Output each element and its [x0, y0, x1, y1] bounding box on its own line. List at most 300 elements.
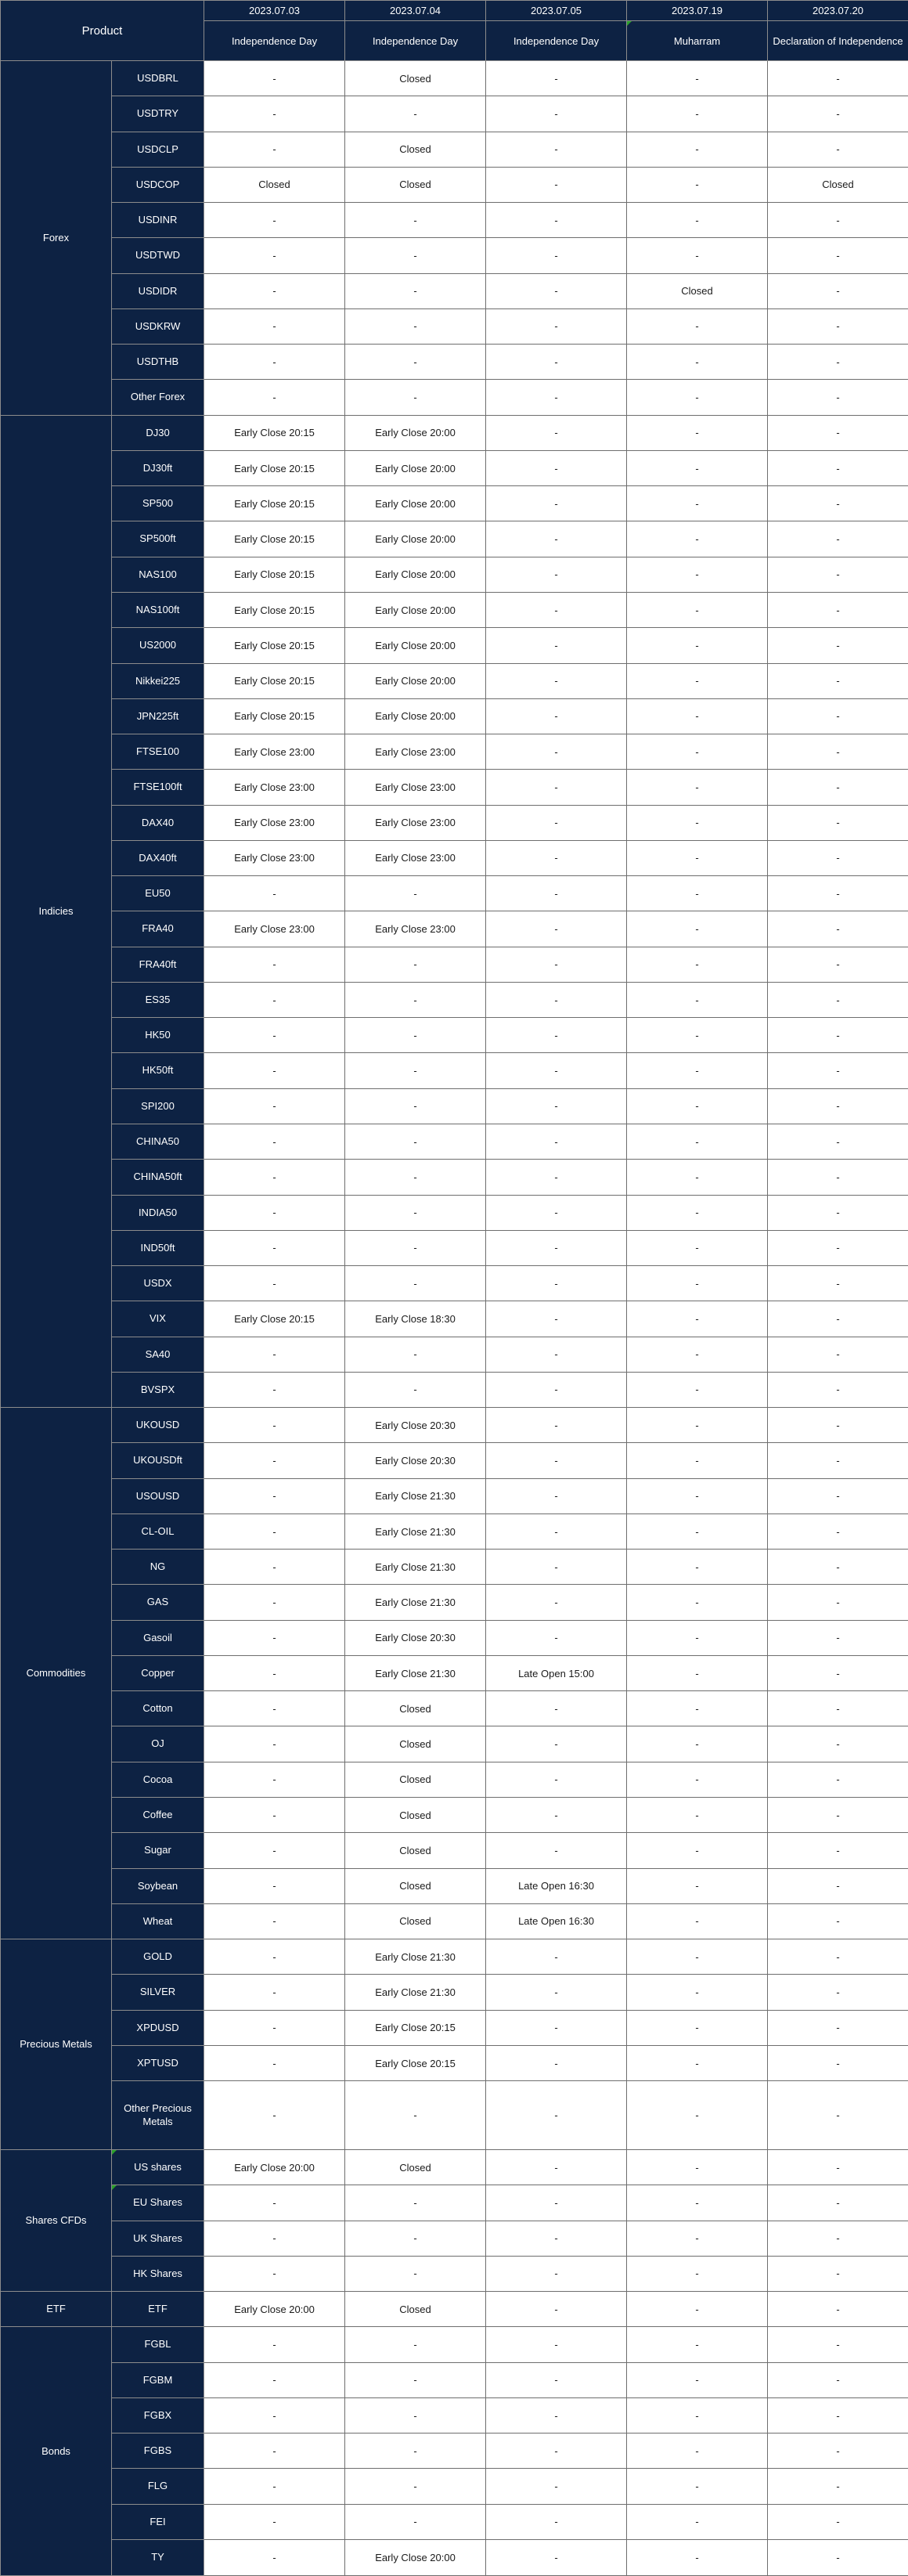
value-cell: - [627, 2185, 768, 2221]
value-cell: - [627, 947, 768, 982]
value-cell: - [768, 698, 908, 734]
product-cell: HK50 [112, 1018, 204, 1053]
value-cell: - [627, 1585, 768, 1620]
value-cell: - [627, 2081, 768, 2150]
value-cell: - [204, 876, 345, 911]
value-cell: - [768, 1550, 908, 1585]
value-cell: - [486, 911, 627, 947]
product-cell: Sugar [112, 1833, 204, 1868]
product-cell: ETF [112, 2292, 204, 2327]
table-row [1, 1726, 908, 1762]
product-cell: TY [112, 2539, 204, 2575]
value-cell: - [627, 1266, 768, 1301]
value-cell: - [627, 1975, 768, 2010]
table-row [1, 1478, 908, 1513]
table-row [1, 345, 908, 380]
value-cell: - [486, 1478, 627, 1513]
value-cell: Early Close 20:15 [204, 592, 345, 627]
category-cell: Precious Metals [1, 1939, 112, 2150]
table-row [1, 628, 908, 663]
value-cell: - [486, 592, 627, 627]
value-cell: - [486, 1585, 627, 1620]
value-cell: Early Close 20:15 [204, 628, 345, 663]
value-cell: - [486, 1266, 627, 1301]
table-row [1, 415, 908, 450]
value-cell: - [627, 2150, 768, 2185]
value-cell: - [627, 1939, 768, 1975]
value-cell: Early Close 20:30 [345, 1620, 486, 1655]
table-row [1, 1124, 908, 1159]
table-row [1, 96, 908, 132]
table-row [1, 380, 908, 415]
product-cell: DAX40 [112, 805, 204, 840]
value-cell: - [627, 1726, 768, 1762]
value-cell: - [345, 1124, 486, 1159]
value-cell: Closed [345, 1833, 486, 1868]
value-cell: - [627, 1443, 768, 1478]
value-cell: Early Close 20:15 [204, 1301, 345, 1337]
value-cell: - [486, 273, 627, 308]
value-cell: - [768, 1478, 908, 1513]
value-cell: - [345, 1053, 486, 1088]
category-cell: ETF [1, 2292, 112, 2327]
value-cell: - [627, 982, 768, 1017]
value-cell: Late Open 16:30 [486, 1868, 627, 1903]
product-cell: USDCOP [112, 167, 204, 202]
value-cell: - [204, 1550, 345, 1585]
value-cell: - [486, 132, 627, 167]
table-row [1, 1691, 908, 1726]
value-cell: - [627, 1372, 768, 1407]
value-cell: - [768, 2469, 908, 2504]
value-cell: - [345, 380, 486, 415]
value-cell: - [627, 1868, 768, 1903]
product-cell: ES35 [112, 982, 204, 1017]
category-cell: Commodities [1, 1408, 112, 1939]
product-cell: CL-OIL [112, 1513, 204, 1549]
value-cell: - [627, 2504, 768, 2539]
value-cell: - [768, 2185, 908, 2221]
value-cell: Early Close 20:15 [345, 2010, 486, 2045]
value-cell: - [768, 61, 908, 96]
value-cell: - [486, 2539, 627, 2575]
value-cell: - [204, 1903, 345, 1939]
value-cell: - [768, 450, 908, 485]
value-cell: - [486, 2292, 627, 2327]
value-cell: - [627, 2221, 768, 2256]
value-cell: - [768, 415, 908, 450]
value-cell: - [768, 2150, 908, 2185]
table-row [1, 1372, 908, 1407]
product-cell: USOUSD [112, 1478, 204, 1513]
value-cell: - [486, 96, 627, 132]
value-cell: Early Close 20:00 [345, 521, 486, 557]
value-cell: Closed [204, 167, 345, 202]
product-cell: FGBS [112, 2433, 204, 2469]
product-cell: USDCLP [112, 132, 204, 167]
table-row [1, 2185, 908, 2221]
value-cell: - [345, 2327, 486, 2362]
value-cell: - [204, 238, 345, 273]
table-row [1, 698, 908, 734]
value-cell: Closed [345, 61, 486, 96]
value-cell: - [345, 2362, 486, 2397]
value-cell: - [768, 876, 908, 911]
value-cell: Early Close 23:00 [204, 911, 345, 947]
value-cell: Closed [768, 167, 908, 202]
value-cell: - [486, 2185, 627, 2221]
product-cell: IND50ft [112, 1230, 204, 1265]
value-cell: - [627, 628, 768, 663]
value-cell: Early Close 20:30 [345, 1443, 486, 1478]
value-cell: - [204, 1833, 345, 1868]
value-cell: - [627, 1230, 768, 1265]
value-cell: - [768, 345, 908, 380]
value-cell: - [486, 1160, 627, 1195]
table-row [1, 2010, 908, 2045]
value-cell: Late Open 15:00 [486, 1655, 627, 1690]
holiday-header: Declaration of Independence [768, 21, 908, 61]
value-cell: - [627, 167, 768, 202]
value-cell: - [627, 1762, 768, 1797]
value-cell: - [204, 2433, 345, 2469]
table-row [1, 273, 908, 308]
value-cell: Early Close 21:30 [345, 1585, 486, 1620]
table-row [1, 1018, 908, 1053]
table-row [1, 557, 908, 592]
value-cell: - [204, 982, 345, 1017]
value-cell: - [204, 2221, 345, 2256]
table-row [1, 1975, 908, 2010]
value-cell: - [768, 1868, 908, 1903]
product-cell: FLG [112, 2469, 204, 2504]
product-cell: EU50 [112, 876, 204, 911]
table-row [1, 2539, 908, 2575]
value-cell: - [486, 1018, 627, 1053]
value-cell: - [345, 203, 486, 238]
value-cell: - [627, 592, 768, 627]
table-row [1, 1903, 908, 1939]
table-row [1, 1053, 908, 1088]
table-row [1, 2150, 908, 2185]
table-row [1, 1337, 908, 1372]
value-cell: - [345, 876, 486, 911]
value-cell: - [204, 1443, 345, 1478]
value-cell: Early Close 20:15 [345, 2045, 486, 2080]
value-cell: - [204, 1053, 345, 1088]
value-cell: - [627, 1053, 768, 1088]
value-cell: - [486, 698, 627, 734]
value-cell: - [627, 770, 768, 805]
value-cell: - [486, 947, 627, 982]
product-cell: HK Shares [112, 2256, 204, 2291]
value-cell: - [627, 486, 768, 521]
product-cell: USDKRW [112, 308, 204, 344]
value-cell: - [345, 1372, 486, 1407]
value-cell: - [768, 2397, 908, 2433]
value-cell: - [486, 1550, 627, 1585]
value-cell: Early Close 21:30 [345, 1513, 486, 1549]
table-row [1, 61, 908, 96]
table-row [1, 805, 908, 840]
value-cell: Early Close 20:00 [345, 415, 486, 450]
product-cell: Soybean [112, 1868, 204, 1903]
value-cell: - [486, 2045, 627, 2080]
value-cell: - [627, 61, 768, 96]
value-cell: - [768, 2292, 908, 2327]
value-cell: - [768, 1513, 908, 1549]
value-cell: - [486, 2504, 627, 2539]
value-cell: Early Close 20:00 [345, 592, 486, 627]
value-cell: Closed [345, 1868, 486, 1903]
value-cell: - [627, 1655, 768, 1690]
table-row [1, 734, 908, 770]
value-cell: - [627, 380, 768, 415]
holiday-header: Muharram [627, 21, 768, 61]
holiday-header: Independence Day [486, 21, 627, 61]
date-header: 2023.07.19 [627, 1, 768, 21]
value-cell: Early Close 21:30 [345, 1939, 486, 1975]
value-cell: Early Close 20:00 [345, 663, 486, 698]
value-cell: - [486, 2362, 627, 2397]
value-cell: - [486, 308, 627, 344]
value-cell: - [204, 2362, 345, 2397]
product-cell: INDIA50 [112, 1195, 204, 1230]
value-cell: - [627, 1620, 768, 1655]
table-row [1, 2045, 908, 2080]
value-cell: - [627, 415, 768, 450]
value-cell: - [768, 1230, 908, 1265]
value-cell: - [627, 96, 768, 132]
value-cell: - [768, 947, 908, 982]
value-cell: - [768, 521, 908, 557]
table-row [1, 2256, 908, 2291]
value-cell: - [204, 61, 345, 96]
value-cell: - [204, 2469, 345, 2504]
table-row [1, 840, 908, 875]
value-cell: - [768, 1337, 908, 1372]
category-cell: Bonds [1, 2327, 112, 2576]
value-cell: - [627, 2292, 768, 2327]
value-cell: - [486, 805, 627, 840]
value-cell: - [768, 2045, 908, 2080]
value-cell: - [768, 2081, 908, 2150]
value-cell: Closed [345, 167, 486, 202]
value-cell: - [768, 770, 908, 805]
value-cell: Early Close 20:00 [204, 2150, 345, 2185]
value-cell: - [627, 1195, 768, 1230]
table-row [1, 2433, 908, 2469]
product-cell: FGBM [112, 2362, 204, 2397]
value-cell: - [768, 1443, 908, 1478]
value-cell: Early Close 23:00 [345, 770, 486, 805]
value-cell: - [204, 345, 345, 380]
value-cell: Early Close 18:30 [345, 1301, 486, 1337]
value-cell: - [486, 521, 627, 557]
product-cell: GAS [112, 1585, 204, 1620]
value-cell: - [768, 2362, 908, 2397]
value-cell: - [768, 1975, 908, 2010]
value-cell: Early Close 23:00 [345, 805, 486, 840]
value-cell: Early Close 20:00 [345, 486, 486, 521]
value-cell: Early Close 23:00 [345, 734, 486, 770]
value-cell: - [627, 1478, 768, 1513]
product-cell: USDTHB [112, 345, 204, 380]
value-cell: - [486, 1620, 627, 1655]
product-cell: Cocoa [112, 1762, 204, 1797]
value-cell: - [627, 308, 768, 344]
value-cell: - [768, 203, 908, 238]
value-cell: - [486, 628, 627, 663]
value-cell: - [768, 982, 908, 1017]
product-cell: USDBRL [112, 61, 204, 96]
product-cell: GOLD [112, 1939, 204, 1975]
value-cell: - [768, 1726, 908, 1762]
value-cell: - [345, 947, 486, 982]
value-cell: - [204, 1513, 345, 1549]
value-cell: - [768, 2010, 908, 2045]
value-cell: Closed [345, 1903, 486, 1939]
product-cell: FRA40ft [112, 947, 204, 982]
value-cell: - [486, 2256, 627, 2291]
value-cell: - [627, 132, 768, 167]
table-row [1, 2327, 908, 2362]
value-cell: - [768, 557, 908, 592]
product-cell: SA40 [112, 1337, 204, 1372]
value-cell: - [768, 911, 908, 947]
table-row [1, 2081, 908, 2150]
table-row [1, 1443, 908, 1478]
value-cell: - [204, 2010, 345, 2045]
value-cell: - [486, 1408, 627, 1443]
product-cell: SP500ft [112, 521, 204, 557]
value-cell: - [204, 1160, 345, 1195]
product-cell: SP500 [112, 486, 204, 521]
product-cell: US2000 [112, 628, 204, 663]
value-cell: - [345, 345, 486, 380]
value-cell: - [486, 1443, 627, 1478]
value-cell: - [204, 1726, 345, 1762]
value-cell: - [486, 345, 627, 380]
value-cell: - [204, 2397, 345, 2433]
value-cell: - [768, 2256, 908, 2291]
value-cell: - [627, 1513, 768, 1549]
value-cell: - [768, 1195, 908, 1230]
product-cell: USDINR [112, 203, 204, 238]
product-cell: UKOUSD [112, 1408, 204, 1443]
product-cell: FTSE100 [112, 734, 204, 770]
value-cell: Early Close 21:30 [345, 1655, 486, 1690]
value-cell: - [627, 1088, 768, 1124]
value-cell: - [627, 1018, 768, 1053]
value-cell: - [204, 1691, 345, 1726]
product-cell: OJ [112, 1726, 204, 1762]
value-cell: - [768, 1301, 908, 1337]
value-cell: - [204, 2504, 345, 2539]
value-cell: - [768, 1655, 908, 1690]
value-cell: - [204, 2045, 345, 2080]
value-cell: - [486, 876, 627, 911]
value-cell: - [204, 1337, 345, 1372]
value-cell: Closed [345, 2292, 486, 2327]
value-cell: - [486, 415, 627, 450]
value-cell: - [627, 2362, 768, 2397]
value-cell: - [486, 1230, 627, 1265]
table-row [1, 1088, 908, 1124]
value-cell: - [768, 840, 908, 875]
product-cell: Wheat [112, 1903, 204, 1939]
value-cell: - [768, 238, 908, 273]
value-cell: - [204, 1939, 345, 1975]
product-cell: EU Shares [112, 2185, 204, 2221]
value-cell: Early Close 20:15 [204, 415, 345, 450]
value-cell: - [768, 805, 908, 840]
value-cell: - [768, 486, 908, 521]
product-cell: USDX [112, 1266, 204, 1301]
value-cell: Early Close 20:00 [345, 698, 486, 734]
value-cell: - [768, 1620, 908, 1655]
value-cell: - [204, 1585, 345, 1620]
value-cell: - [204, 1408, 345, 1443]
value-cell: Early Close 23:00 [345, 911, 486, 947]
value-cell: - [768, 2221, 908, 2256]
value-cell: - [204, 1798, 345, 1833]
value-cell: - [486, 734, 627, 770]
value-cell: - [627, 450, 768, 485]
value-cell: Early Close 20:00 [204, 2292, 345, 2327]
value-cell: - [486, 2327, 627, 2362]
table-row [1, 132, 908, 167]
value-cell: - [486, 770, 627, 805]
table-row [1, 1655, 908, 1690]
value-cell: Early Close 20:15 [204, 663, 345, 698]
value-cell: - [486, 167, 627, 202]
value-cell: - [345, 238, 486, 273]
value-cell: - [486, 663, 627, 698]
value-cell: - [768, 628, 908, 663]
value-cell: Early Close 20:00 [345, 557, 486, 592]
table-row [1, 2292, 908, 2327]
product-cell: Nikkei225 [112, 663, 204, 698]
value-cell: Early Close 21:30 [345, 1975, 486, 2010]
table-row [1, 1195, 908, 1230]
value-cell: - [627, 1124, 768, 1159]
value-cell: - [345, 1230, 486, 1265]
value-cell: - [345, 2397, 486, 2433]
product-cell: NAS100 [112, 557, 204, 592]
value-cell: - [486, 2397, 627, 2433]
value-cell: - [204, 1195, 345, 1230]
value-cell: - [204, 2081, 345, 2150]
value-cell: - [627, 345, 768, 380]
product-cell: BVSPX [112, 1372, 204, 1407]
table-row [1, 308, 908, 344]
date-header: 2023.07.03 [204, 1, 345, 21]
product-cell: NAS100ft [112, 592, 204, 627]
value-cell: - [486, 2221, 627, 2256]
value-cell: - [204, 1620, 345, 1655]
value-cell: - [204, 2185, 345, 2221]
value-cell: Closed [345, 2150, 486, 2185]
value-cell: - [486, 2081, 627, 2150]
value-cell: - [204, 1655, 345, 1690]
product-cell: DJ30 [112, 415, 204, 450]
table-row [1, 911, 908, 947]
table-body [1, 61, 908, 2576]
value-cell: - [486, 450, 627, 485]
value-cell: - [204, 1230, 345, 1265]
value-cell: - [768, 734, 908, 770]
